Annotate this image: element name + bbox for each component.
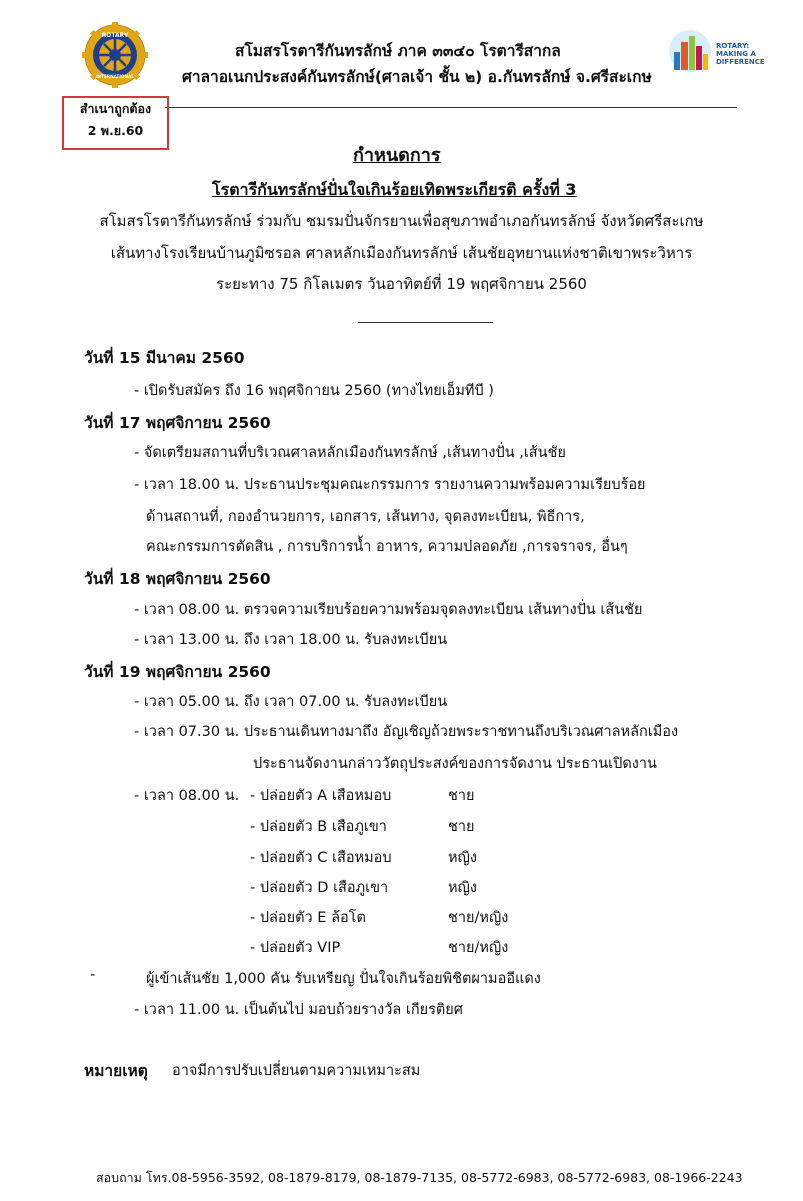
day-2-item-2-cont-1: ด้านสถานที่, กองอำนวยการ, เอกสาร, เส้นทาง, จุดลงทะเบียน, พิธีการ, [146, 509, 585, 525]
day-3-item-1: - เวลา 08.00 น. ตรวจความเรียบร้อยความพร้อมจุดลงทะเบียน เส้นทางปั่น เส้นชัย [134, 602, 643, 618]
finisher-reward: ผู้เข้าเส้นชัย 1,000 คัน รับเหรียญ ปั่นใจเกินร้อยพิชิตผามออีแดง [146, 971, 541, 987]
logo-text-bottom: INTERNATIONAL [96, 74, 134, 79]
header-club-name: สโมสรโรตารีกันทรลักษ์ ภาค ๓๓๔๐ โรตารีสากล [235, 42, 561, 60]
logo-text-top: ROTARY [101, 32, 129, 39]
event-subtitle: โรตารีกันทรลักษ์ปั่นใจเกินร้อยเทิดพระเกียรติ ครั้งที่ 3 [212, 180, 577, 199]
logo-right-text-3: DIFFERENCE [716, 58, 764, 66]
release-time: - เวลา 08.00 น. [134, 788, 240, 804]
intro-line-3: ระยะทาง 75 กิโลเมตร วันอาทิตย์ที่ 19 พฤศจิกายน 2560 [216, 275, 587, 293]
logo-right-text-1: ROTARY: [716, 42, 750, 50]
finisher-dash: - [90, 967, 96, 983]
rotary-making-difference-icon [668, 28, 764, 78]
release-a-gender: ชาย [448, 788, 475, 804]
section-divider [358, 322, 493, 323]
day-4-heading: วันที่ 19 พฤศจิกายน 2560 [84, 663, 271, 681]
release-c-gender: หญิง [448, 850, 477, 866]
release-c-label: - ปล่อยตัว C เสือหมอบ [250, 850, 392, 866]
day-2-item-2: - เวลา 18.00 น. ประธานประชุมคณะกรรมการ รายงานความพร้อมความเรียบร้อย [134, 477, 646, 493]
logo-right-text-2: MAKING A [716, 50, 756, 58]
day-3-heading: วันที่ 18 พฤศจิกายน 2560 [84, 570, 271, 588]
intro-line-2: เส้นทางโรงเรียนบ้านภูมิซรอล ศาลหลักเมืองกันทรลักษ์ เส้นชัยอุทยานแห่งชาติเขาพระวิหาร [110, 244, 693, 262]
page-title: กำหนดการ [353, 145, 441, 166]
day-4-item-1: - เวลา 05.00 น. ถึง เวลา 07.00 น. รับลงทะเบียน [134, 694, 448, 710]
certified-copy-stamp [62, 96, 169, 150]
contact-phones: สอบถาม โทร.08-5956-3592, 08-1879-8179, 08-1879-7135, 08-5772-6983, 08-5772-6983, 08-1966-2243 [96, 1170, 743, 1185]
release-vip-gender: ชาย/หญิง [448, 940, 509, 956]
release-e-label: - ปล่อยตัว E ล้อโต [250, 910, 366, 926]
rotary-wheel-icon [82, 22, 148, 88]
header-address: ศาลาอเนกประสงค์กันทรลักษ์(ศาลเจ้า ชั้น ๒) อ.กันทรลักษ์ จ.ศรีสะเกษ [182, 68, 652, 86]
release-d-label: - ปล่อยตัว D เสือภูเขา [250, 880, 389, 896]
award-ceremony: - เวลา 11.00 น. เป็นต้นไป มอบถ้วยรางวัล เกียรติยศ [134, 1002, 464, 1018]
day-4-item-2: - เวลา 07.30 น. ประธานเดินทางมาถึง อัญเชิญถ้วยพระราชทานถึงบริเวณศาลหลักเมือง [134, 724, 679, 740]
release-b-label: - ปล่อยตัว B เสือภูเขา [250, 819, 387, 835]
day-1-heading: วันที่ 15 มีนาคม 2560 [84, 349, 245, 367]
day-2-heading: วันที่ 17 พฤศจิกายน 2560 [84, 414, 271, 432]
day-4-item-2-cont: ประธานจัดงานกล่าววัตถุประสงค์ของการจัดงาน ประธานเปิดงาน [253, 756, 657, 772]
stamp-line1: สำเนาถูกต้อง [79, 101, 152, 116]
release-a-label: - ปล่อยตัว A เสือหมอบ [250, 788, 392, 804]
release-d-gender: หญิง [448, 880, 477, 896]
release-e-gender: ชาย/หญิง [448, 910, 509, 926]
release-b-gender: ชาย [448, 819, 475, 835]
day-2-item-1: - จัดเตรียมสถานที่บริเวณศาลหลักเมืองกันทรลักษ์ ,เส้นทางปั่น ,เส้นชัย [134, 445, 566, 461]
day-1-item-1: - เปิดรับสมัคร ถึง 16 พฤศจิกายน 2560 (ทางไทยเอ็มทีบี ) [134, 383, 494, 399]
note-label: หมายเหตุ [84, 1062, 148, 1080]
intro-line-1: สโมสรโรตารีกันทรลักษ์ ร่วมกับ ชมรมปั่นจักรยานเพื่อสุขภาพอำเภอกันทรลักษ์ จังหวัดศรีสะเกษ [99, 212, 704, 230]
day-3-item-2: - เวลา 13.00 น. ถึง เวลา 18.00 น. รับลงทะเบียน [134, 632, 448, 648]
stamp-line2: 2 พ.ย.60 [87, 123, 144, 138]
release-vip-label: - ปล่อยตัว VIP [250, 940, 341, 956]
note-text: อาจมีการปรับเปลี่ยนตามความเหมาะสม [172, 1063, 421, 1079]
header-divider [165, 107, 737, 108]
day-2-item-2-cont-2: คณะกรรมการตัดสิน , การบริการน้ำ อาหาร, ความปลอดภัย ,การจราจร, อื่นๆ [146, 539, 628, 555]
